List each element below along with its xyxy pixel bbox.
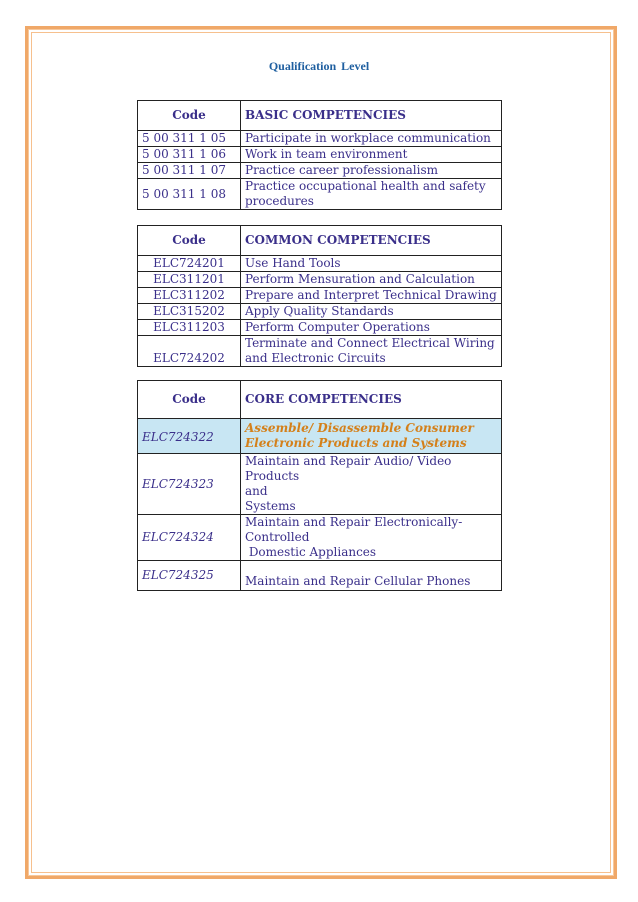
table-row [138,515,502,561]
core-header-code: Code [138,381,241,419]
core-header-title: CORE COMPETENCIES [241,381,502,419]
row-code: 5 00 311 1 06 [138,147,241,163]
table-row [138,163,502,179]
row-title-line: and [245,484,268,498]
table-row [138,131,502,147]
row-code: ELC315202 [138,304,241,320]
table-row [138,320,502,336]
row-code: 5 00 311 1 07 [138,163,241,179]
row-code: ELC311201 [138,272,241,288]
basic-competencies-table [137,100,502,210]
basic-header-code: Code [138,101,241,131]
table-row [138,304,502,320]
row-code: ELC724322 [138,419,241,454]
common-header-code: Code [138,226,241,256]
row-code: ELC311203 [138,320,241,336]
row-title: Practice occupational health and safety procedures [241,179,502,210]
table-row [138,454,502,515]
row-title: Practice career professionalism [241,163,502,179]
row-title: Perform Computer Operations [241,320,502,336]
table-row [138,179,502,210]
row-title: Assemble/ Disassemble Consumer Electronic Products and Systems [241,419,502,454]
row-title: Apply Quality Standards [241,304,502,320]
row-title-line: Domestic Appliances [245,545,377,559]
row-title [241,454,502,515]
row-title: Work in team environment [241,147,502,163]
row-title: Perform Mensuration and Calculation [241,272,502,288]
row-title: Participate in workplace communication [241,131,502,147]
row-title-line: Maintain and Repair Audio/ Video Products [245,454,452,483]
table-row [138,419,502,454]
row-title-line: Controlled [245,530,310,544]
table-row [138,272,502,288]
common-header-title: COMMON COMPETENCIES [241,226,502,256]
row-title-line: Maintain and Repair Electronically- [245,515,463,529]
row-title: Terminate and Connect Electrical Wiring and Electronic Circuits [241,336,502,367]
row-code: ELC724323 [138,454,241,515]
row-title: Maintain and Repair Cellular Phones [241,561,502,591]
table-row [138,561,502,591]
row-code: ELC724201 [138,256,241,272]
row-code: ELC724202 [138,336,241,367]
row-code: 5 00 311 1 05 [138,131,241,147]
row-code: ELC724325 [138,561,241,591]
row-code: 5 00 311 1 08 [138,179,241,210]
row-code: ELC724324 [138,515,241,561]
row-title-line: Systems [245,499,296,513]
row-title: Use Hand Tools [241,256,502,272]
table-row [138,256,502,272]
row-code: ELC311202 [138,288,241,304]
row-title: Prepare and Interpret Technical Drawing [241,288,502,304]
core-competencies-table [137,380,502,591]
common-competencies-table [137,225,502,367]
table-row [138,336,502,367]
basic-header-title: BASIC COMPETENCIES [241,101,502,131]
page-title: Qualification Level [268,59,370,73]
table-row [138,147,502,163]
table-row [138,288,502,304]
row-title [241,515,502,561]
